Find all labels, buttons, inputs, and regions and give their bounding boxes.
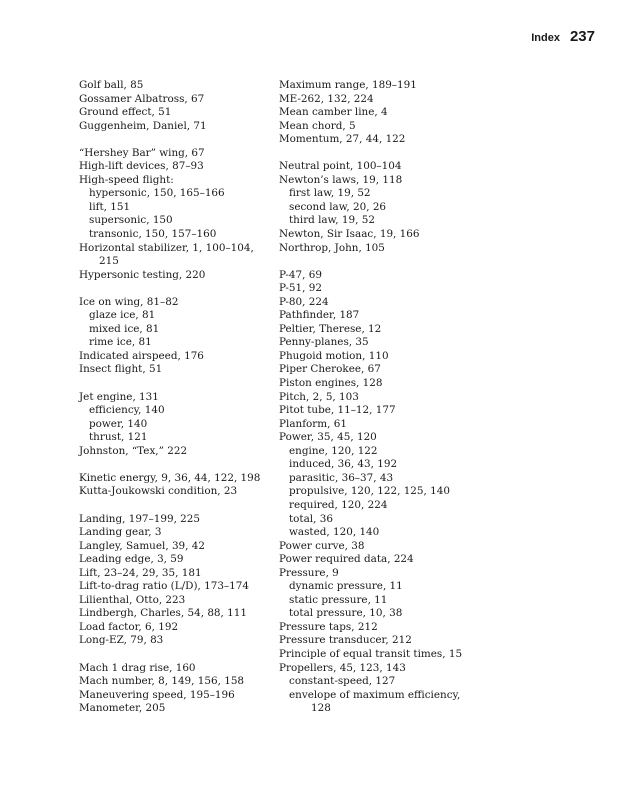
index-subentry: mixed ice, 81 <box>89 322 160 335</box>
index-entry: Piper Cherokee, 67 <box>279 363 381 376</box>
index-entry: Golf ball, 85 <box>79 79 144 91</box>
index-subentry: dynamic pressure, 11 <box>289 580 403 593</box>
index-column-right <box>279 79 519 716</box>
index-subentry: total, 36 <box>289 512 333 525</box>
index-subentry: constant-speed, 127 <box>289 675 396 688</box>
index-entry: Leading edge, 3, 59 <box>79 553 184 566</box>
index-entry: Ground effect, 51 <box>79 106 172 119</box>
index-subentry: hypersonic, 150, 165–166 <box>89 187 225 200</box>
index-entry: Horizontal stabilizer, 1, 100–104, <box>79 241 254 254</box>
index-entry: Jet engine, 131 <box>79 390 159 403</box>
index-entry: Mean chord, 5 <box>279 119 356 132</box>
index-entry: Pathfinder, 187 <box>279 309 360 322</box>
index-entry: Mean camber line, 4 <box>279 106 388 119</box>
index-subentry: static pressure, 11 <box>289 593 388 606</box>
index-entry: Penny-planes, 35 <box>279 336 369 349</box>
index-subentry: engine, 120, 122 <box>289 444 378 457</box>
index-subentry: first law, 19, 52 <box>289 187 371 200</box>
index-entry: Indicated airspeed, 176 <box>79 349 204 362</box>
index-entry: ME-262, 132, 224 <box>279 92 374 105</box>
index-entry: Pressure, 9 <box>279 566 339 579</box>
index-entry: Newton, Sir Isaac, 19, 166 <box>279 228 420 241</box>
index-entry: Northrop, John, 105 <box>279 241 385 254</box>
index-entry: Momentum, 27, 44, 122 <box>279 133 406 146</box>
index-entry: Power curve, 38 <box>279 539 365 552</box>
index-entry: Load factor, 6, 192 <box>79 620 179 633</box>
index-subentry: efficiency, 140 <box>89 404 165 417</box>
index-subentry: transonic, 150, 157–160 <box>89 228 217 241</box>
index-entry: Johnston, “Tex,” 222 <box>79 444 188 457</box>
index-entry: Planform, 61 <box>279 417 347 430</box>
index-entry: Gossamer Albatross, 67 <box>79 92 205 105</box>
index-entry: Langley, Samuel, 39, 42 <box>79 539 205 552</box>
index-subentry: rime ice, 81 <box>89 336 152 349</box>
index-subentry: envelope of maximum efficiency, <box>289 688 461 701</box>
index-entry: Hypersonic testing, 220 <box>79 268 206 281</box>
index-entry: Manometer, 205 <box>79 702 166 715</box>
index-entry: Principle of equal transit times, 15 <box>279 647 463 660</box>
index-entry: Maneuvering speed, 195–196 <box>79 688 235 701</box>
index-entry: Pitot tube, 11–12, 177 <box>279 404 396 417</box>
index-entry: Mach number, 8, 149, 156, 158 <box>79 675 245 688</box>
index-entry: Phugoid motion, 110 <box>279 349 389 362</box>
index-entry: Power, 35, 45, 120 <box>279 431 377 444</box>
index-subentry: glaze ice, 81 <box>89 309 156 322</box>
index-entry: Kutta-Joukowski condition, 23 <box>79 485 238 498</box>
index-entry: Piston engines, 128 <box>279 377 383 390</box>
index-entry: Pressure transducer, 212 <box>279 634 412 647</box>
letter-group-gap <box>279 147 519 161</box>
index-entry: “Hershey Bar” wing, 67 <box>79 146 205 159</box>
index-entry: Mach 1 drag rise, 160 <box>79 661 196 674</box>
index-entry: Lilienthal, Otto, 223 <box>79 593 186 606</box>
index-entry: Kinetic energy, 9, 36, 44, 122, 198 <box>79 471 261 484</box>
index-subentry: power, 140 <box>89 417 148 430</box>
index-subentry: total pressure, 10, 38 <box>289 607 403 620</box>
index-entry: Propellers, 45, 123, 143 <box>279 661 406 674</box>
index-entry: Guggenheim, Daniel, 71 <box>79 119 207 132</box>
index-entry: Lift-to-drag ratio (L/D), 173–174 <box>79 580 249 593</box>
index-entry: High-lift devices, 87–93 <box>79 160 204 173</box>
index-entry: P-47, 69 <box>279 268 322 281</box>
index-entry: High-speed flight: <box>79 173 174 186</box>
letter-group-gap <box>279 255 519 269</box>
index-subentry: required, 120, 224 <box>289 498 388 511</box>
index-entry-continuation: 128 <box>311 702 331 715</box>
page-number: 237 <box>569 28 595 45</box>
index-subentry: parasitic, 36–37, 43 <box>289 471 394 484</box>
index-subentry: supersonic, 150 <box>89 214 173 227</box>
index-entry: Lindbergh, Charles, 54, 88, 111 <box>79 607 247 620</box>
index-entry: Landing gear, 3 <box>79 526 162 539</box>
index-entry: Pitch, 2, 5, 103 <box>279 390 359 403</box>
index-subentry: induced, 36, 43, 192 <box>289 458 398 471</box>
index-entry: Pressure taps, 212 <box>279 620 378 633</box>
index-entry: Power required data, 224 <box>279 553 414 566</box>
index-subentry: propulsive, 120, 122, 125, 140 <box>289 485 450 498</box>
index-entry: Landing, 197–199, 225 <box>79 512 201 525</box>
index-entry: P-51, 92 <box>279 282 322 295</box>
header-section-label: Index <box>531 32 560 44</box>
index-entry-continuation: 215 <box>99 255 119 268</box>
index-subentry: wasted, 120, 140 <box>289 526 380 539</box>
index-entry: Lift, 23–24, 29, 35, 181 <box>79 566 202 579</box>
index-subentry: second law, 20, 26 <box>289 200 387 213</box>
index-entry: Insect flight, 51 <box>79 363 163 376</box>
running-header <box>531 28 595 45</box>
index-entry: Newton’s laws, 19, 118 <box>279 173 403 186</box>
index-subentry: lift, 151 <box>89 200 131 213</box>
index-subentry: thrust, 121 <box>89 431 148 444</box>
index-subentry: third law, 19, 52 <box>289 214 375 227</box>
index-entry: Neutral point, 100–104 <box>279 160 402 173</box>
index-entry: Peltier, Therese, 12 <box>279 322 382 335</box>
index-entry: P-80, 224 <box>279 295 329 308</box>
index-entry: Long-EZ, 79, 83 <box>79 634 164 647</box>
index-entry: Ice on wing, 81–82 <box>79 295 179 308</box>
index-entry: Maximum range, 189–191 <box>279 79 417 91</box>
